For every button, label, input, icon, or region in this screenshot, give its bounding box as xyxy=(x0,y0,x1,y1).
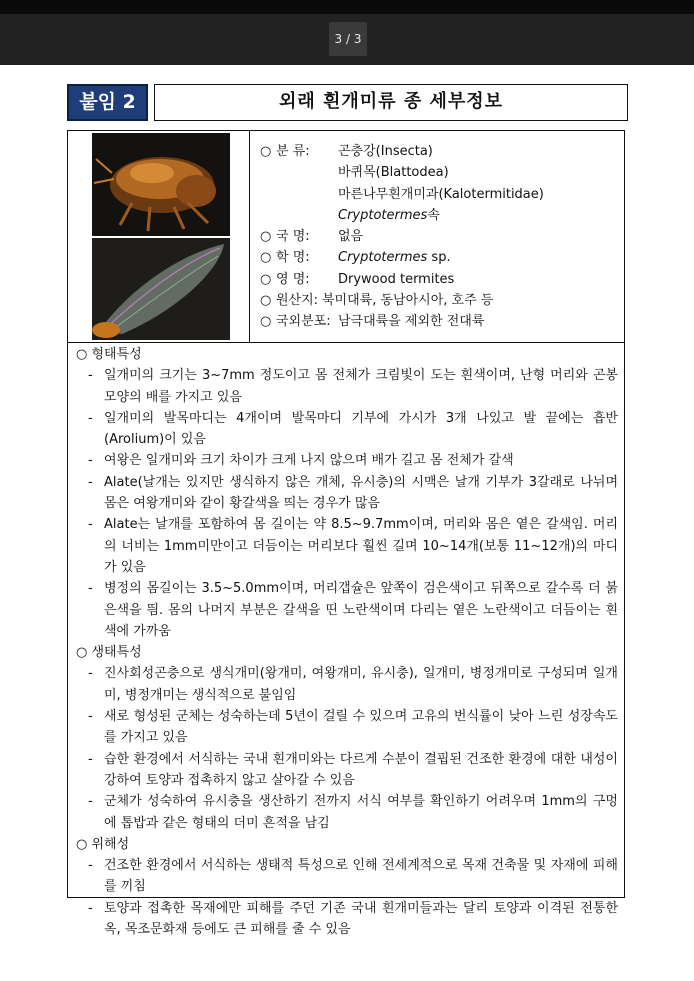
page-indicator: 3 / 3 xyxy=(329,22,367,56)
list-item: - 병정의 몸길이는 3.5~5.0mm이며, 머리갭슐은 앞쪽이 검은색이고 뒤쪽으로 갈수록 더 붉은색을 띔. 몸의 나머지 부분은 갈색을 띤 노란색이며 다리는 옅은 노란색이고 더듬이는 흰색에 가까움 xyxy=(88,581,618,639)
viewer-toolbar xyxy=(0,0,694,65)
list-item: - 군체가 성숙하여 유시충을 생산하기 전까지 서식 여부를 확인하기 어려우며 1mm의 구멍에 톱밥과 같은 형태의 더미 흔적을 남김 xyxy=(88,794,618,831)
list-item: - 건조한 환경에서 서식하는 생태적 특성으로 인해 전세계적으로 목재 건축물 및 자재에 피해를 끼침 xyxy=(88,858,618,895)
document-header xyxy=(67,84,628,121)
photo-column xyxy=(68,131,250,343)
taxonomy-info xyxy=(260,141,620,333)
document-title: 외래 흰개미류 종 세부정보 xyxy=(154,84,628,121)
korean-name-row: ○ 국 명: 없음 xyxy=(260,229,364,245)
list-item: - 새로 형성된 군체는 성숙하는데 5년이 걸릴 수 있으며 고유의 번식률이 낮아 느린 성장속도를 가지고 있음 xyxy=(88,709,618,746)
termite-wing-photo-icon xyxy=(92,238,230,340)
list-item: - 여왕은 일개미와 크기 차이가 크게 나지 않으며 배가 길고 몸 전체가 갈색 xyxy=(88,453,514,469)
top-status-strip xyxy=(0,0,694,14)
species-info-table xyxy=(67,130,625,938)
classification-family-row: 마른나무흰개미과(Kalotermitidae) xyxy=(338,186,544,202)
ecology-heading: ○ 생태특성 xyxy=(76,645,142,661)
hazard-heading: ○ 위해성 xyxy=(76,836,130,852)
termite-photo-icon xyxy=(92,133,230,236)
list-item: - Alate는 날개를 포함하여 몸 길이는 약 8.5~9.7mm이며, 머리와 몸은 옅은 갈색임. 머리의 너비는 1mm미만이고 더듬이는 머리보다 훨씬 길며 10~14개(보통 11~12개)의 마디가 있음 xyxy=(88,517,618,575)
list-item: - 일개미의 크기는 3~7mm 정도이고 몸 전체가 크림빛이 도는 흰색이며, 난형 머리와 곤봉 모양의 배를 가지고 있음 xyxy=(88,368,618,405)
list-item: - 습한 환경에서 서식하는 국내 흰개미와는 다르게 수분이 결핍된 건조한 환경에 대한 내성이 강하여 토양과 접촉하지 않고 살아갈 수 있음 xyxy=(88,751,618,788)
origin-row: ○ 원산지: 북미대륙, 동남아시아, 호주 등 xyxy=(260,293,494,309)
detail-sections xyxy=(76,344,618,940)
scientific-name-row: ○ 학 명: Cryptotermes sp. xyxy=(260,250,451,266)
english-name-row: ○ 영 명: Drywood termites xyxy=(260,271,455,287)
list-item: - 일개미의 발목마디는 4개이며 발목마디 기부에 가시가 3개 나있고 발 끝에는 흡반(Arolium)이 있음 xyxy=(88,410,618,448)
classification-order-row: 바퀴목(Blattodea) xyxy=(338,165,449,181)
list-item: - 토양과 접촉한 목재에만 피해를 주던 기존 국내 흰개미들과는 달리 토양과 이격된 전통한옥, 목조문화재 등에도 큰 피해를 줄 수 있음 xyxy=(88,900,618,938)
distribution-row: ○ 국외분포: 남극대륙을 제외한 전대륙 xyxy=(260,314,485,330)
summary-section xyxy=(68,131,624,343)
list-item: - Alate(날개는 있지만 생식하지 않은 개체, 유시충)의 시맥은 날개 기부가 3갈래로 나뉘며 몸은 여왕개미와 같이 황갈색을 띄는 경우가 많음 xyxy=(88,474,618,512)
morphology-heading: ○ 형태특성 xyxy=(76,347,142,362)
classification-genus-row: Cryptotermes속 xyxy=(338,207,440,223)
classification-row: ○ 분 류: 곤충강(Insecta) xyxy=(260,144,433,159)
attachment-badge: 붙임 2 xyxy=(67,84,148,121)
list-item: - 진사회성곤충으로 생식개미(왕개미, 여왕개미, 유시충), 일개미, 병정개미로 구성되며 일개미, 병정개미는 생식적으로 불임임 xyxy=(88,666,618,703)
